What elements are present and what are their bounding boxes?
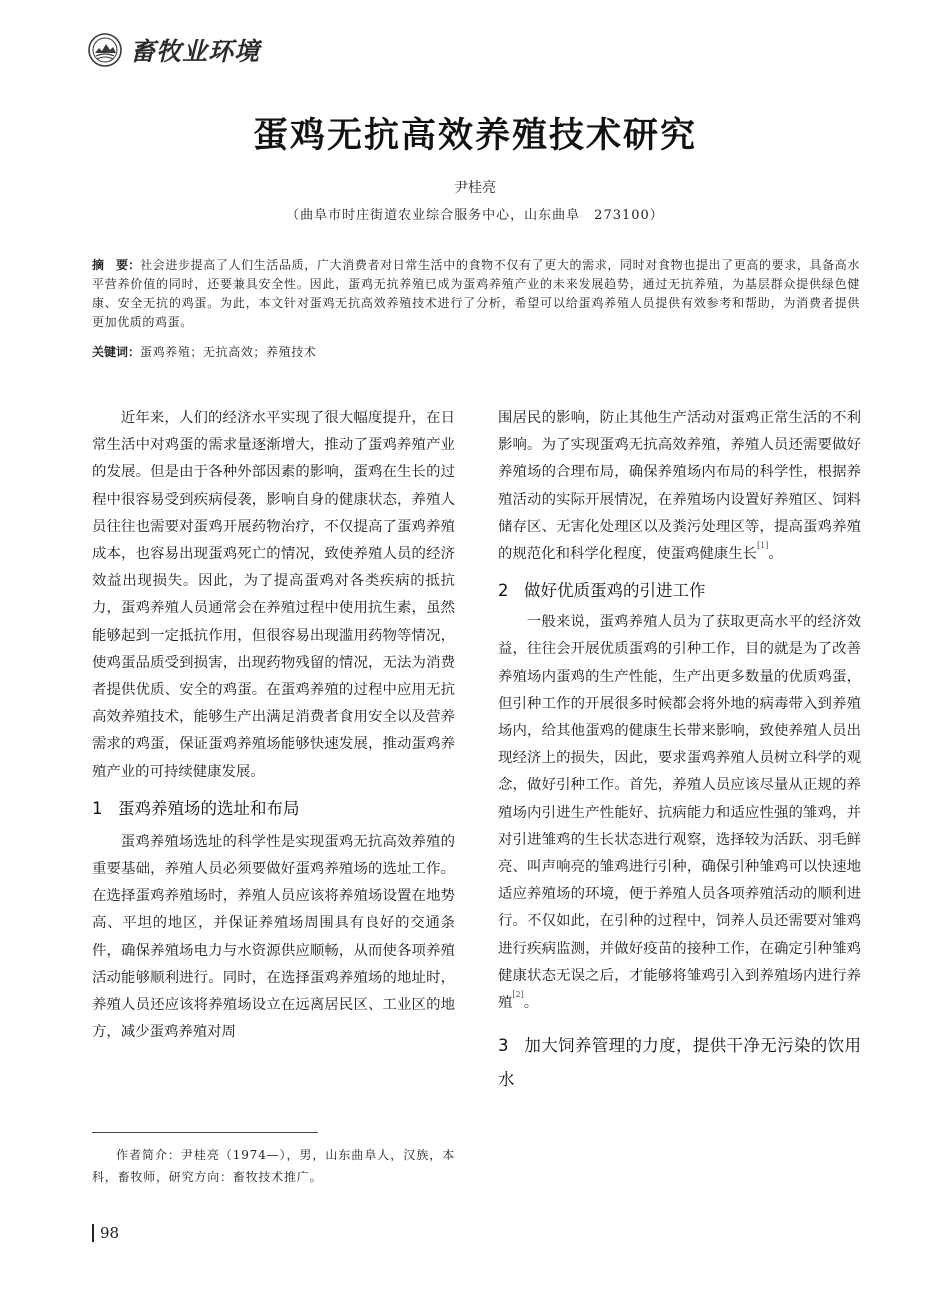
section-1-paragraph-continued: [498, 405, 861, 568]
section-2-paragraph: [498, 609, 861, 1017]
keywords-text: 蛋鸡养殖；无抗高效；养殖技术: [140, 345, 317, 359]
journal-header: [88, 30, 260, 70]
abstract: [92, 256, 860, 332]
citation-2[interactable]: [2]: [512, 990, 524, 1000]
section-2-number: 2: [498, 581, 509, 601]
article-title: 蛋鸡无抗高效养殖技术研究: [252, 116, 697, 156]
section-2-title: 做好优质蛋鸡的引进工作: [524, 581, 706, 601]
section-1-paragraph: 蛋鸡养殖场选址的科学性是实现蛋鸡无抗高效养殖的重要基础，养殖人员必须要做好蛋鸡养殖场的选址工作。在选择蛋鸡养殖场时，养殖人员应该将养殖场设置在地势高、平坦的地区，并保证养殖场周围具有良好的交通条件，确保养殖场电力与水资源供应顺畅，从而使各项养殖活动能够顺利进行。同时，在选择蛋鸡养殖场的地址时，养殖人员还应该将养殖场设立在远离居民区、工业区的地方，减少蛋鸡养殖对周: [92, 833, 455, 1041]
section-1-title: 蛋鸡养殖场的选址和布局: [118, 798, 300, 818]
author-name: 尹桂亮: [454, 180, 496, 196]
section-2-text: 一般来说，蛋鸡养殖人员为了获取更高水平的经济效益，往往会开展优质蛋鸡的引种工作，目的就是为了改善养殖场内蛋鸡的生产性能，生产出更多数量的优质鸡蛋，但引种工作的开展很多时候都会将外地的病毒带入到养殖场内，给其他蛋鸡的健康生长带来影响，致使养殖人员出现经济上的损失，因此，要求蛋鸡养殖人员树立科学的观念，做好引种工作。首先，养殖人员应该尽量从正规的养殖场内引进生产性能好、抗病能力和适应性强的雏鸡，并对引进雏鸡的生长状态进行观察，选择较为活跃、羽毛鲜亮、叫声响亮的雏鸡进行引种，确保引种雏鸡可以快速地适应养殖场的环境，便于养殖人员各项养殖活动的顺利进行。不仅如此，在引种的过程中，饲养人员还需要对雏鸡进行疾病监测，并做好疫苗的接种工作，在确定引种雏鸡健康状态无误之后，才能够将雏鸡引入到养殖场内进行养殖: [498, 614, 861, 1012]
section-1-heading: [92, 786, 455, 829]
footnote-divider: [92, 1132, 318, 1133]
author-footnote: 作者简介：尹桂亮（1974—），男，山东曲阜人，汉族，本科，畜牧师，研究方向：畜牧技术推广。: [92, 1148, 455, 1184]
section-1-continued-text: 围居民的影响，防止其他生产活动对蛋鸡正常生活的不利影响。为了实现蛋鸡无抗高效养殖，养殖人员还需要做好养殖场的合理布局，确保养殖场内布局的科学性，根据养殖活动的实际开展情况，在养殖场内设置好养殖区、饲料储存区、无害化处理区以及粪污处理区等，提高蛋鸡养殖的规范化和科学化程度，使蛋鸡健康生长: [498, 410, 861, 563]
section-1-number: 1: [92, 798, 103, 818]
citation-1[interactable]: [1]: [757, 541, 769, 551]
section-1-end-punct: 。: [768, 546, 783, 563]
page-number: 98: [92, 1224, 119, 1242]
abstract-label: 摘 要：: [92, 258, 141, 272]
keywords-label: 关键词：: [92, 345, 141, 359]
section-2-heading: [498, 568, 861, 609]
abstract-text: 社会进步提高了人们生活品质，广大消费者对日常生活中的食物不仅有了更大的需求，同时对食物也提出了更高的要求，具备高水平营养价值的同时，还要兼具安全性。因此，蛋鸡无抗养殖已成为蛋鸡养殖产业的未来发展趋势，通过无抗养殖，为基层群众提供绿色健康、安全无抗的鸡蛋。为此，本文针对蛋鸡无抗高效养殖技术进行了分析，希望可以给蛋鸡养殖人员提供有效参考和帮助，为消费者提供更加优质的鸡蛋。: [92, 258, 860, 329]
intro-paragraph: 近年来，人们的经济水平实现了很大幅度提升，在日常生活中对鸡蛋的需求量逐渐增大，推动了蛋鸡养殖产业的发展。但是由于各种外部因素的影响，蛋鸡在生长的过程中很容易受到疾病侵袭，影响自身的健康状态，养殖人员往往也需要对蛋鸡开展药物治疗，不仅提高了蛋鸡养殖成本，也容易出现蛋鸡死亡的情况，致使养殖人员的经济效益出现损失。因此，为了提高蛋鸡对各类疾病的抵抗力，蛋鸡养殖人员通常会在养殖过程中使用抗生素，虽然能够起到一定抵抗作用，但很容易出现滥用药物等情况，使鸡蛋品质受到损害，出现药物残留的情况，无法为消费者提供优质、安全的鸡蛋。在蛋鸡养殖的过程中应用无抗高效养殖技术，能够生产出满足消费者食用安全以及营养需求的鸡蛋，保证蛋鸡养殖场能够快速发展，推动蛋鸡养殖产业的可持续健康发展。: [92, 410, 455, 780]
left-column: [92, 405, 455, 1046]
section-3-number: 3: [498, 1036, 509, 1056]
right-column: [498, 405, 861, 1097]
author-affiliation: （曲阜市时庄街道农业综合服务中心，山东曲阜 273100）: [286, 208, 664, 223]
section-3-heading: [498, 1017, 861, 1097]
section-3-title: 加大饲养管理的力度，提供干净无污染的饮用水: [498, 1036, 861, 1090]
keywords: [92, 343, 860, 362]
journal-seal-icon: [88, 33, 122, 67]
section-2-end-punct: 。: [523, 995, 539, 1012]
journal-name: 畜牧业环境: [130, 37, 261, 66]
